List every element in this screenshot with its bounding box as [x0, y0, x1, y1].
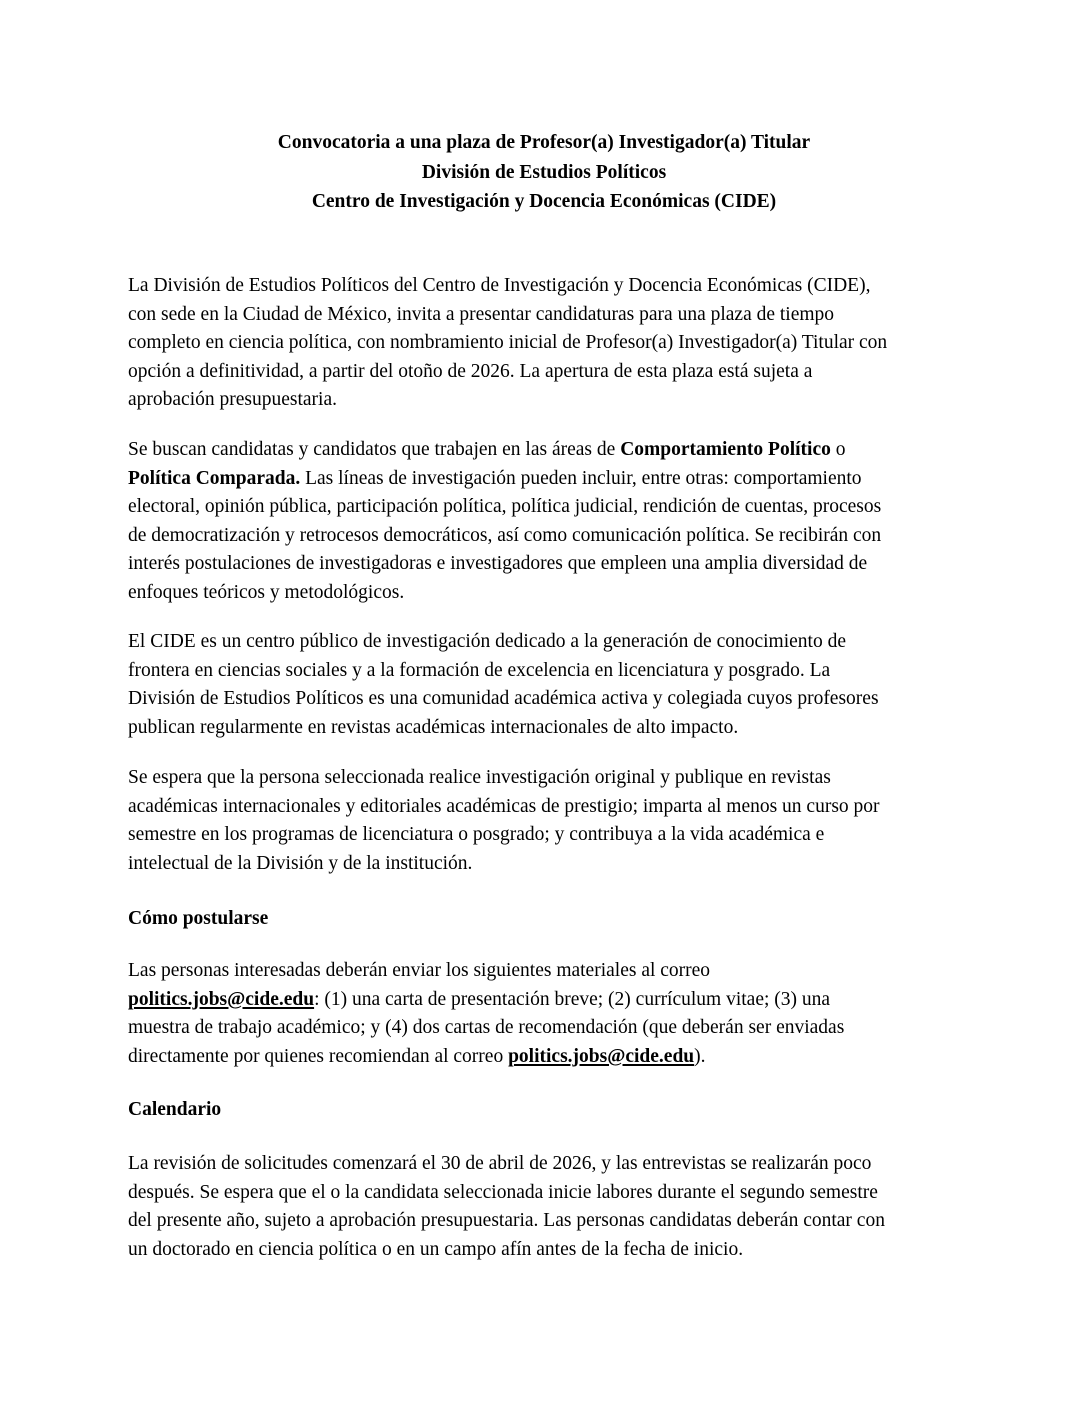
text-line: semestre en los programas de licenciatura o posgrado; y contribuya a la vida académica e	[128, 824, 825, 846]
text-run: Se buscan candidatas y candidatos que trabajen en las áreas de	[128, 439, 621, 460]
text-line: interés postulaciones de investigadoras e investigadores que empleen una amplia diversidad de	[128, 553, 868, 575]
text-line: muestra de trabajo académico; y (4) dos cartas de recomendación (que deberán ser enviadas	[128, 1017, 845, 1039]
title-line-3: Centro de Investigación y Docencia Económicas (CIDE)	[311, 191, 777, 212]
area-politica-comparada: Política Comparada.	[128, 467, 301, 489]
paragraph-expectations	[128, 764, 968, 878]
text-line: La División de Estudios Políticos del Centro de Investigación y Docencia Económicas (CIDE),	[128, 275, 871, 296]
text-line: La revisión de solicitudes comenzará el 30 de abril de 2026, y las entrevistas se realizarán poco	[128, 1153, 872, 1174]
paragraph-apply	[128, 957, 968, 1071]
text-line	[128, 465, 968, 494]
text-line	[128, 1043, 968, 1072]
heading-como-postularse: Cómo postularse	[128, 908, 269, 929]
email-link[interactable]: politics.jobs@cide.edu	[508, 1045, 695, 1067]
text-line: un doctorado en ciencia política o en un campo afín antes de la fecha de inicio.	[128, 1238, 744, 1260]
text-line: Las personas interesadas deberán enviar los siguientes materiales al correo	[128, 960, 711, 981]
text-line: del presente año, sujeto a aprobación presupuestaria. Las personas candidatas deberán contar con	[128, 1210, 885, 1232]
text-line: Se espera que la persona seleccionada realice investigación original y publique en revistas	[128, 767, 831, 788]
email-link[interactable]: politics.jobs@cide.edu	[128, 988, 315, 1010]
title-line-1: Convocatoria a una plaza de Profesor(a) Investigador(a) Titular	[277, 132, 811, 153]
text-line: de democratización y retrocesos democráticos, así como comunicación política. Se recibirán con	[128, 524, 882, 546]
text-run: ).	[694, 1045, 706, 1067]
text-line: El CIDE es un centro público de investigación dedicado a la generación de conocimiento de	[128, 631, 846, 652]
text-line: aprobación presupuestaria.	[128, 389, 337, 411]
text-line: electoral, opinión pública, participación política, política judicial, rendición de cuentas, procesos	[128, 496, 882, 518]
text-line: enfoques teóricos y metodológicos.	[128, 581, 405, 603]
text-line: completo en ciencia política, con nombramiento inicial de Profesor(a) Investigador(a) Titular con	[128, 332, 888, 354]
text-line: publican regularmente en revistas académicas internacionales de alto impacto.	[128, 716, 739, 738]
paragraph-intro	[128, 272, 968, 415]
text-line: con sede en la Ciudad de México, invita a presentar candidaturas para una plaza de tiempo	[128, 303, 835, 325]
text-line	[128, 436, 968, 465]
text-line	[128, 986, 968, 1015]
text-line: División de Estudios Políticos es una comunidad académica activa y colegiada cuyos profesores	[128, 688, 879, 710]
text-line: intelectual de la División y de la institución.	[128, 852, 473, 874]
text-run: Las líneas de investigación pueden incluir, entre otras: comportamiento	[300, 467, 862, 489]
text-line: después. Se espera que el o la candidata seleccionada inicie labores durante el segundo semestre	[128, 1181, 878, 1203]
text-line: opción a definitividad, a partir del otoño de 2026. La apertura de esta plaza está sujeta a	[128, 360, 813, 382]
title-line-2: División de Estudios Políticos	[421, 161, 667, 183]
document-header	[0, 128, 1088, 217]
text-line: frontera en ciencias sociales y a la formación de excelencia en licenciatura y posgrado. La	[128, 659, 831, 681]
text-line: académicas internacionales y editoriales académicas de prestigio; imparta al menos un curso por	[128, 795, 880, 817]
text-run: o	[830, 439, 846, 460]
text-run: directamente por quienes recomiendan al correo	[128, 1045, 509, 1067]
paragraph-calendar	[128, 1150, 968, 1264]
paragraph-areas	[128, 436, 968, 608]
text-run: : (1) una carta de presentación breve; (2) currículum vitae; (3) una	[314, 988, 831, 1010]
heading-calendario: Calendario	[128, 1099, 222, 1120]
area-comportamiento-politico: Comportamiento Político	[620, 439, 831, 460]
paragraph-cide	[128, 628, 968, 742]
